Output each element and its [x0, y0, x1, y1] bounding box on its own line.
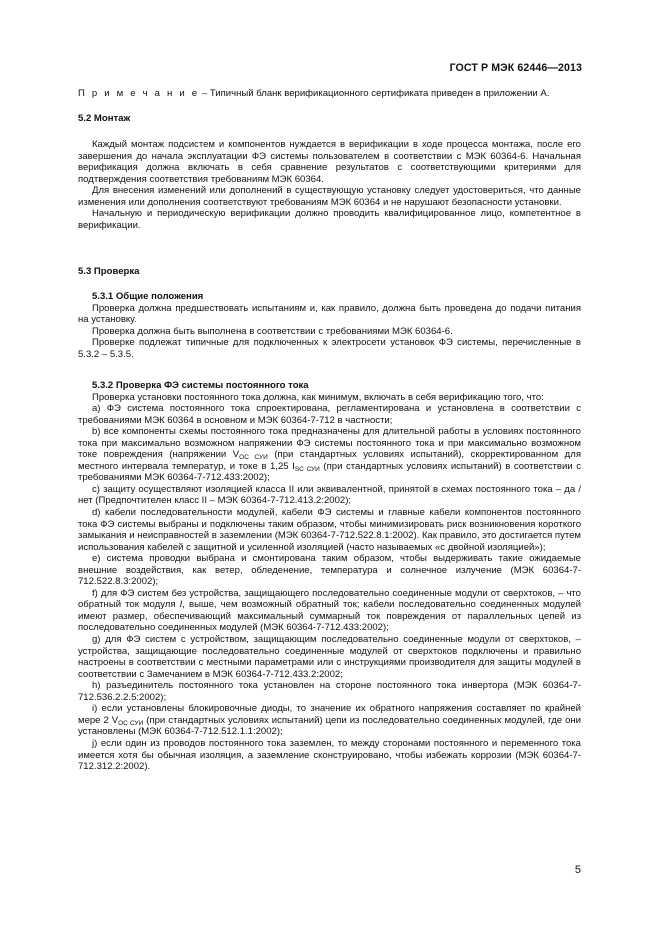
list-item-e: e) система проводки выбрана и смонтирована таким образом, чтобы выдерживать такие ожидаемые внешние воздействия, как ветер, обледенение, температура и солнечное излучение (МЭК 60364-7-712.522.8.3:2002); — [78, 553, 581, 588]
note-label: П р и м е ч а н и е — [78, 88, 200, 99]
list-item-j: j) если один из проводов постоянного тока заземлен, то между сторонами постоянного и переменного тока имеется хотя бы обычная изоляция, а заземление сконструировано, чтобы избежать коррозии (МЭК 60364-7-712.312.2:2002). — [78, 737, 581, 773]
list-item-b: b) все компоненты схемы постоянного тока предназначены для длительной работы в условиях постоянного тока при максимально возможном напряжении ФЭ системы постоянного тока и при максимально возможном токе повреждения (напряжении $V_{OC СУИ}$ (при стандартных условиях испытаний), скорректированном для местного интервала температур, и токе в 1,25 $I_{SC СУИ}$ (при стандартных условиях испытаний) в соответствии с требованиями МЭК 60364-7-712.433:2002); — [78, 426, 581, 484]
section-5-2-heading: 5.2 Монтаж — [78, 113, 131, 124]
list-item-a: a) ФЭ система постоянного тока спроектирована, регламентирована и установлена в соответствии с требованиями МЭК 60364 в основном и МЭК 60364-7-712 в частности; — [78, 403, 581, 426]
paragraph: Для внесения изменений или дополнений в существующую установку следует удостовериться, что данные изменения или дополнения соответствуют требованиям МЭК 60364 и не нарушают безопасности установки. — [78, 185, 581, 208]
list-item-i: i) если установлены блокировочные диоды, то значение их обратного напряжения составляет по крайней мере 2 $V_{OC СУИ}$ (при стандартных условиях испытаний) цепи из последовательно соединенных модулей, где они установлены (МЭК 60364-7-712.512.1.1:2002); — [78, 703, 581, 738]
paragraph: Проверка должна быть выполнена в соответствии с требованиями МЭК 60364-6. — [92, 325, 453, 337]
note-dash: – — [199, 88, 210, 99]
note-text: Типичный бланк верификационного сертификата приведен в приложении А. — [209, 88, 550, 99]
section-5-3 — [78, 266, 581, 278]
list-item-c: c) защиту осуществляют изоляцией класса II или эквивалентной, принятой в схемах постоянного тока – да / нет (Предпочтителен класс II – МЭК 60364-7-712.413.2:2002); — [78, 483, 581, 507]
paragraph: Проверке подлежат типичные для подключенных к электросети установок ФЭ системы, перечисленные в 5.3.2 – 5.3.5. — [78, 337, 581, 360]
note — [78, 88, 581, 100]
subsection-5-3-2-heading: 5.3.2 Проверка ФЭ системы постоянного тока — [92, 380, 309, 391]
subsection-5-3-2 — [78, 380, 581, 773]
list-item-h: h) разъединитель постоянного тока установлен на стороне постоянного тока инвертора (МЭК 60364-7-712.536.2.2.5:2002); — [78, 680, 581, 703]
subsection-5-3-1-heading: 5.3.1 Общие положения — [92, 291, 204, 302]
paragraph: Начальную и периодическую верификации должно проводить квалифицированное лицо, компетентное в верификации. — [78, 208, 581, 231]
paragraph: Каждый монтаж подсистем и компонентов нуждается в верификации в ходе процесса монтажа, после его завершения до начала эксплуатации ФЭ системы пользователем в соответствии с МЭК 60364-6. Начальная верификация должна включать в себя сравнение результатов с соответствующими критериями для подтверждения соответствия требованиям МЭК 60364. — [78, 139, 581, 185]
section-5-2-body — [78, 139, 581, 231]
page-number: 5 — [574, 864, 581, 876]
section-5-3-heading: 5.3 Проверка — [78, 266, 140, 277]
document-id-header: ГОСТ Р МЭК 62446—2013 — [449, 62, 582, 74]
paragraph: Проверка должна предшествовать испытаниям и, как правило, должна быть проведена до подачи питания на установку. — [78, 302, 581, 326]
list-item-f: f) для ФЭ систем без устройства, защищающего последовательно соединенные модули от сверхтоков, – что обратный ток модуля I, выше, чем возможный обратный ток; кабели последовательно соединенных модулей имеют размер, обеспечивающий максимальный суммарный ток повреждения от параллельных цепей из последовательно соединенных модулей (МЭК 60364-7-712.433:2002); — [78, 587, 581, 634]
paragraph: Проверка установки постоянного тока должна, как минимум, включать в себя верификацию того, что: — [92, 391, 544, 403]
subsection-5-3-1 — [78, 291, 581, 360]
list-item-g: g) для ФЭ систем с устройством, защищающим последовательно соединенные модули от сверхтоков, – устройства, защищающие последовательно соединенные модулей от сверхтоков подключены и правильно настроены в соответствии с местными параметрами или с инструкциями производителя для защиты модулей в соответствии с Замечанием в МЭК 60364-7-712.433.2:2002; — [78, 634, 581, 680]
section-5-2 — [78, 113, 581, 125]
list-item-d: d) кабели последовательности модулей, кабели ФЭ системы и главные кабели компонентов постоянного тока ФЭ системы выбраны и подключены таким образом, чтобы минимизировать риск возникновения короткого замыкания и неисправностей в заземлении (МЭК 60364-7-712.522.8.1:2002). Как правило, это достигается путем использования кабелей с защитной и усиленной изоляцией (часто называемых «с двойной изоляцией»); — [78, 507, 581, 553]
